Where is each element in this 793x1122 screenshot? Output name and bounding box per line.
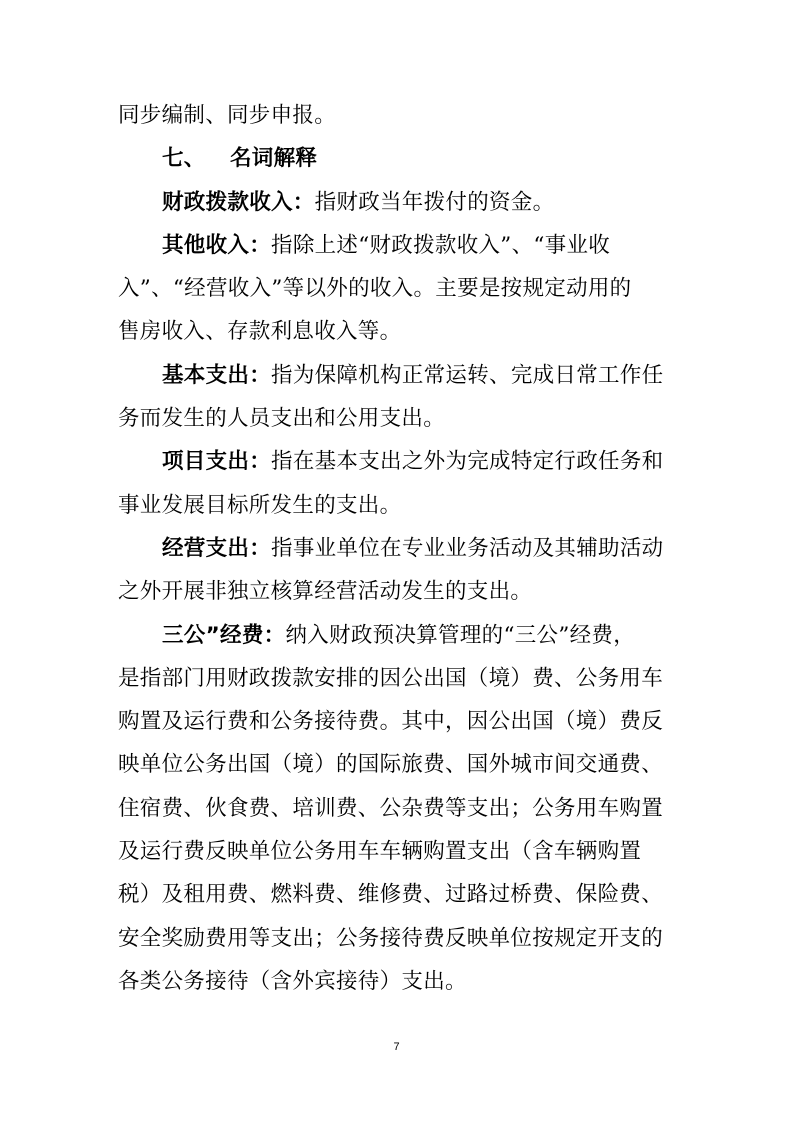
definition-text: 各类公务接待（含外宾接待）支出。 (118, 968, 467, 994)
page-number: 7 (393, 1041, 400, 1053)
definition-text: 购置及运行费和公务接待费。其中，因公出国（境）费反 (118, 709, 664, 735)
definition-text: 纳入财政预决算管理的“三公”经费， (285, 622, 636, 648)
definition-term: 其他收入： (162, 232, 272, 258)
definition-text: 之外开展非独立核算经营活动发生的支出。 (118, 579, 533, 605)
definition-line (118, 917, 663, 960)
definition-line (118, 310, 663, 353)
definition-text: 指为保障机构正常运转、完成日常工作任 (271, 362, 664, 388)
definition-line (118, 873, 663, 916)
definition-term: 基本支出： (162, 362, 272, 388)
definition-line (118, 787, 663, 830)
section-heading (118, 137, 663, 180)
definition-text: 指在基本支出之外为完成特定行政任务和 (271, 449, 664, 475)
definition-text: 指除上述“财政拨款收入”、“事业收 (271, 232, 611, 258)
definition-text: 入”、“经营收入”等以外的收入。主要是按规定动用的 (118, 276, 632, 302)
intro-line (118, 94, 663, 137)
section-number: 七、 (162, 146, 206, 172)
definition-text: 指财政当年拨付的资金。 (314, 189, 555, 215)
document-body (118, 94, 663, 1003)
definition-text: 安全奖励费用等支出；公务接待费反映单位按规定开支的 (118, 925, 664, 951)
definition-line (118, 743, 663, 786)
definition-term: 财政拨款收入： (162, 189, 315, 215)
definition-text: 税）及租用费、燃料费、维修费、过路过桥费、保险费、 (118, 882, 664, 908)
definition-term: 项目支出： (162, 449, 272, 475)
definition-text: 映单位公务出国（境）的国际旅费、国外城市间交通费、 (118, 752, 664, 778)
section-title: 名词解释 (230, 146, 318, 172)
definition-text: 及运行费反映单位公务用车车辆购置支出（含车辆购置 (118, 839, 642, 865)
definition-line (118, 484, 663, 527)
definition-basic-expenditure (118, 354, 663, 397)
definition-line (118, 397, 663, 440)
definition-line (118, 657, 663, 700)
definition-other-income (118, 224, 663, 267)
definition-three-public-expenses (118, 614, 663, 657)
definition-term: 三公”经费： (162, 622, 286, 648)
definition-line (118, 700, 663, 743)
definition-operating-expenditure (118, 527, 663, 570)
definition-line (118, 960, 663, 1003)
definition-line (118, 830, 663, 873)
definition-project-expenditure (118, 440, 663, 483)
definition-text: 住宿费、伙食费、培训费、公杂费等支出；公务用车购置 (118, 795, 664, 821)
definition-text: 指事业单位在专业业务活动及其辅助活动 (271, 535, 664, 561)
definition-text: 事业发展目标所发生的支出。 (118, 492, 402, 518)
definition-text: 售房收入、存款利息收入等。 (118, 319, 402, 345)
definition-fiscal-appropriation-income (118, 181, 663, 224)
definition-line (118, 570, 663, 613)
definition-text: 务而发生的人员支出和公用支出。 (118, 406, 446, 432)
definition-text: 是指部门用财政拨款安排的因公出国（境）费、公务用车 (118, 665, 664, 691)
definition-term: 经营支出： (162, 535, 272, 561)
definition-line (118, 267, 663, 310)
intro-text: 同步编制、同步申报。 (118, 103, 337, 128)
